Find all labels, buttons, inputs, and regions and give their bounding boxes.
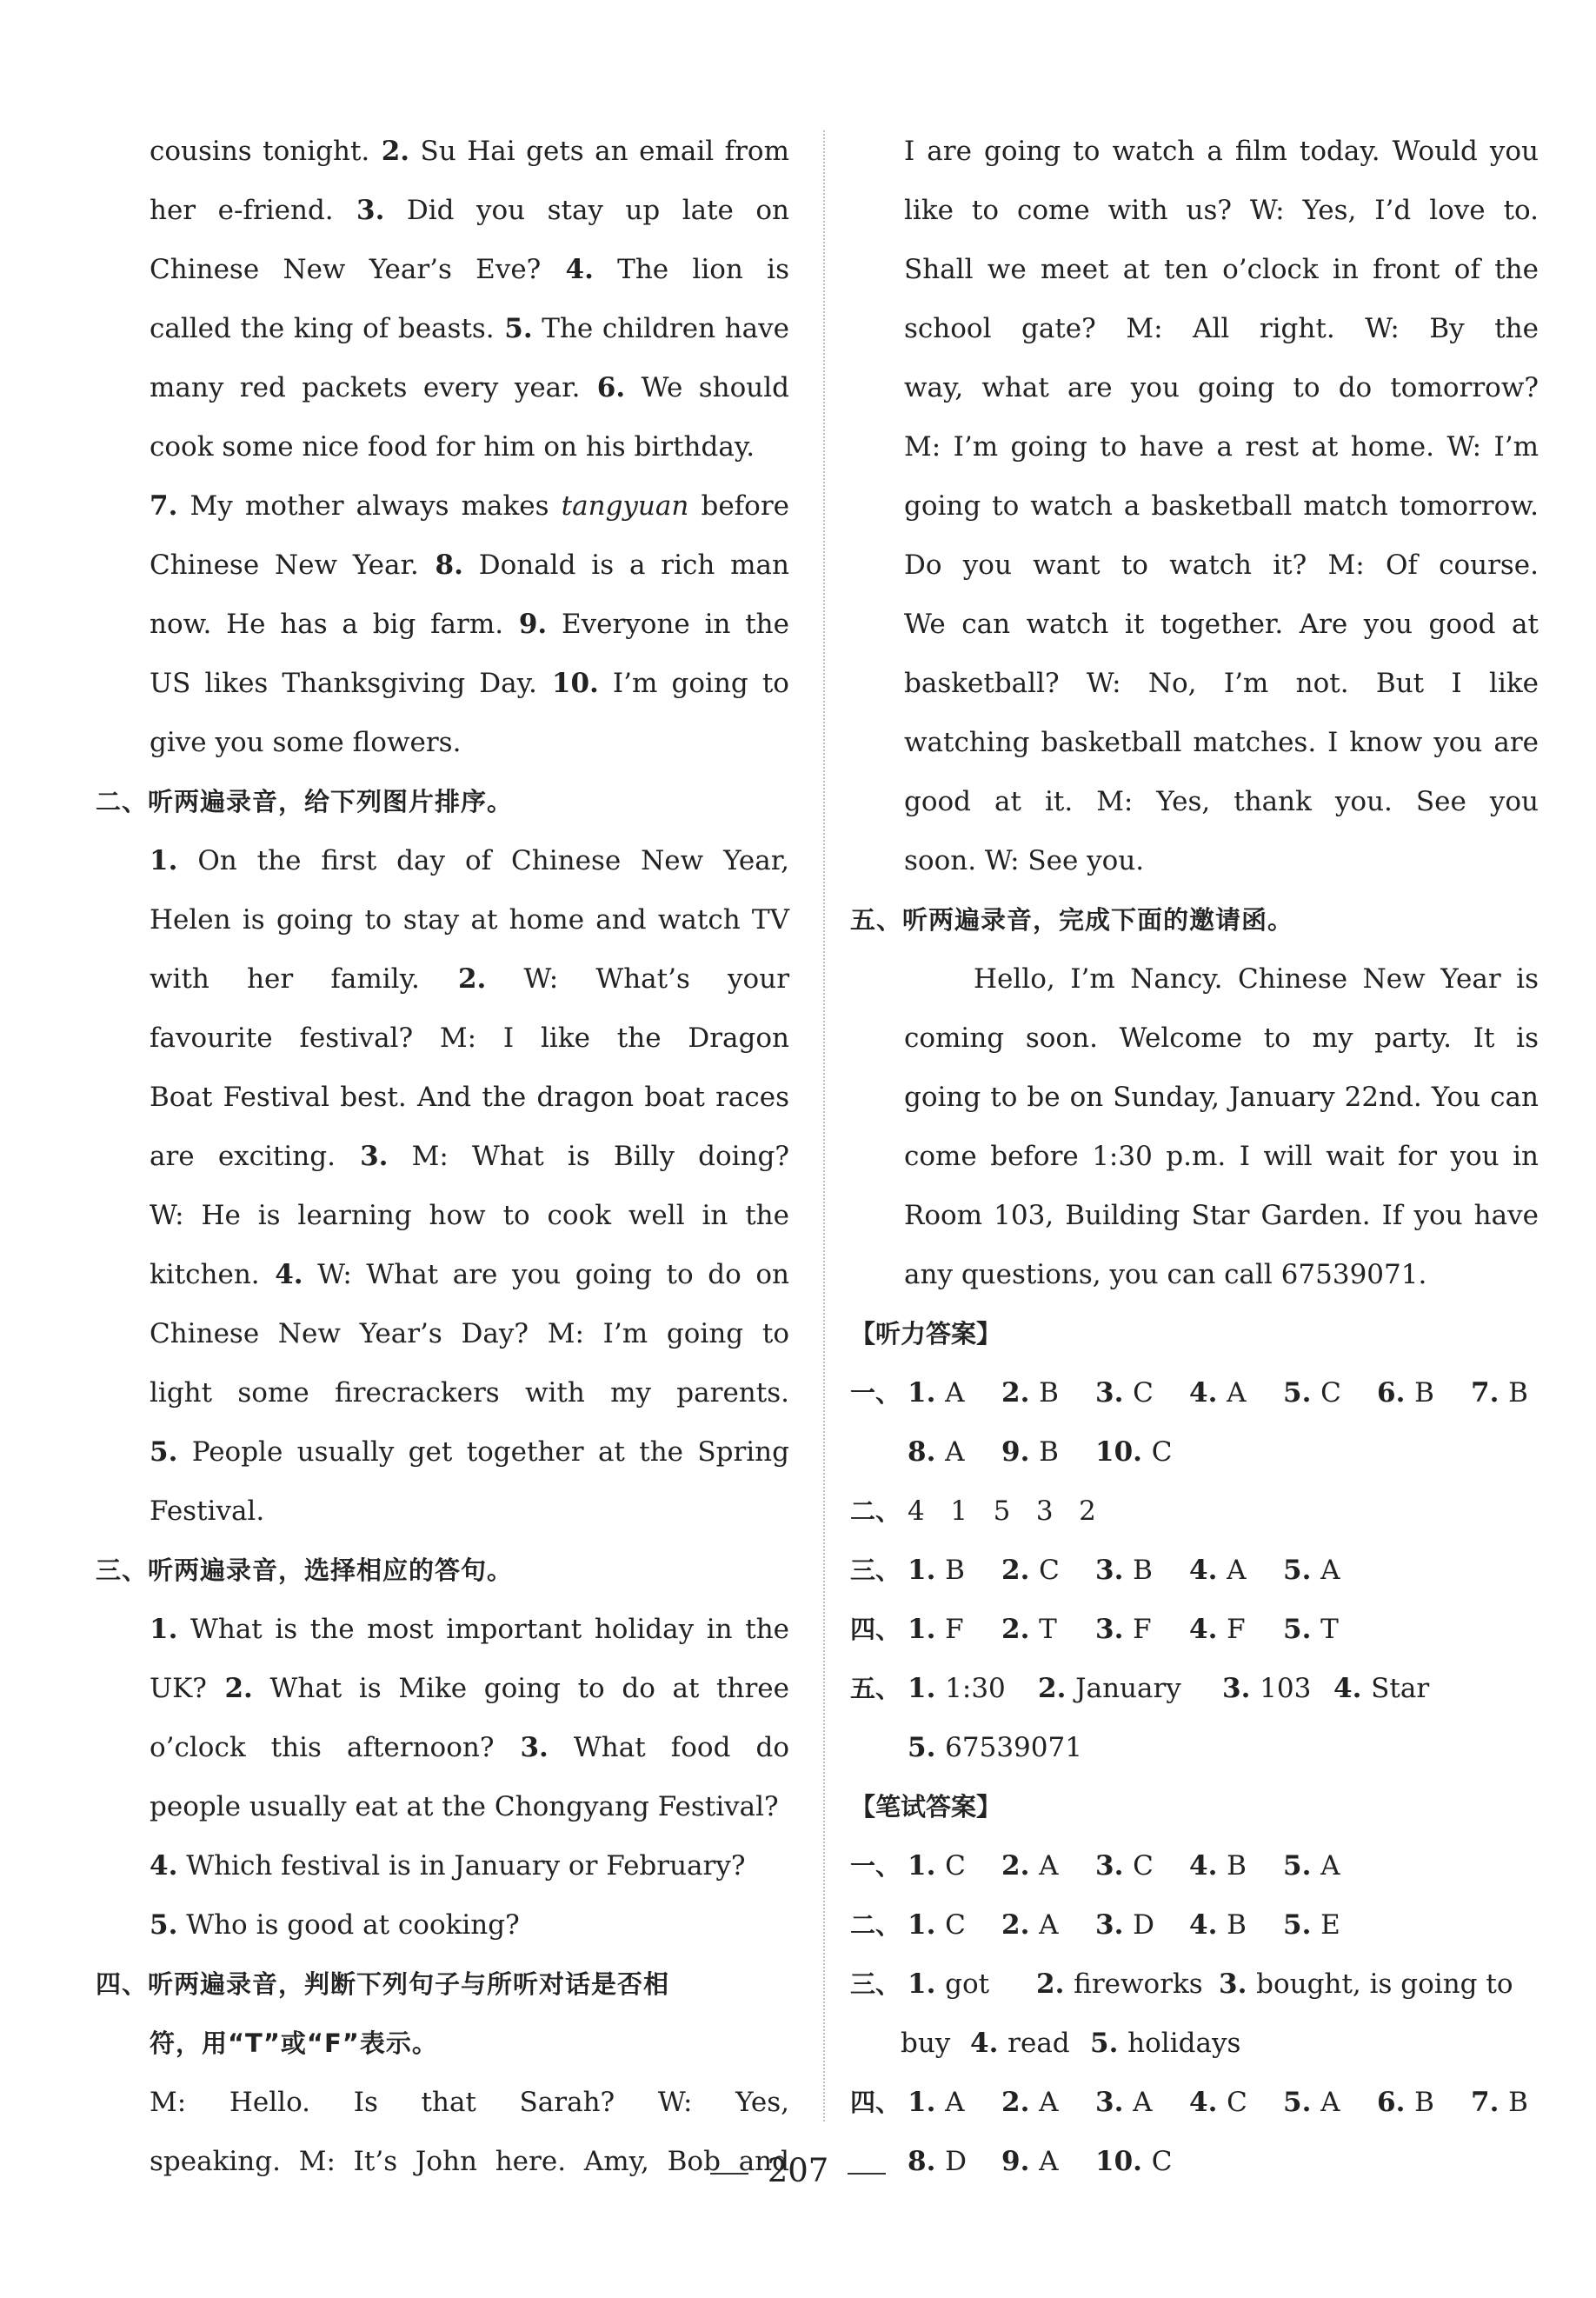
answer-item — [1095, 2073, 1153, 2132]
answer-item — [1038, 1659, 1181, 1718]
answer-number: 9. — [1001, 1436, 1040, 1468]
item-number: 7. — [150, 490, 178, 522]
answer-item — [1001, 1600, 1057, 1659]
answer-value: C — [1320, 1377, 1341, 1409]
answer-value: B — [1227, 1850, 1247, 1882]
text-line — [150, 1600, 789, 1659]
answer-value: F — [1227, 1614, 1246, 1645]
answer-item — [1471, 1363, 1528, 1422]
text-line — [150, 2073, 789, 2132]
item-number: 3. — [333, 195, 385, 226]
text-line: like to come with us? W: Yes, I’d love to. — [904, 195, 1539, 226]
text: Everyone in the — [547, 609, 789, 640]
answer-value: E — [1320, 1909, 1340, 1941]
text-line: watching basketball matches. I know you are — [904, 727, 1539, 758]
answer-item — [1001, 1836, 1059, 1895]
answer-value: C — [945, 1909, 966, 1941]
text-line — [150, 122, 789, 181]
answer-number: 3. — [1095, 1555, 1134, 1586]
answer-label: 四、 — [850, 2088, 901, 2117]
text-line — [150, 890, 789, 949]
listening-answers-title: 【听力答案】 — [850, 1319, 1002, 1349]
item-number: 9. — [503, 609, 548, 640]
answer-number: 3. — [1095, 2087, 1134, 2118]
answer-item — [901, 2014, 950, 2073]
answer-value: A — [1133, 2087, 1153, 2118]
answer-number: 2. — [1001, 1614, 1040, 1645]
answer-value: C — [1133, 1377, 1154, 1409]
answer-item — [1283, 1600, 1339, 1659]
text-line: good at it. M: Yes, thank you. See you — [904, 786, 1539, 817]
answer-value: read — [1007, 2028, 1070, 2059]
text: What is Mike going to do at three — [252, 1673, 789, 1704]
text: M: What is Billy doing? — [388, 1141, 789, 1172]
text-line — [150, 1718, 789, 1777]
answer-row — [850, 1895, 1539, 1955]
answer-item — [1189, 1836, 1247, 1895]
answer-item — [1283, 1363, 1341, 1422]
answer-number: 1. — [908, 1850, 946, 1882]
text: What food do — [548, 1732, 790, 1763]
answer-number: 4. — [1189, 1555, 1227, 1586]
answer-item — [908, 1895, 966, 1955]
column-divider — [823, 130, 825, 2121]
text-line — [150, 1363, 789, 1422]
answer-number: 8. — [908, 1436, 946, 1468]
answer-number: 6. — [1377, 1377, 1415, 1409]
answer-value: A — [1039, 2087, 1059, 2118]
answer-value: 67539071 — [945, 1732, 1082, 1763]
item-number: 3. — [494, 1732, 549, 1763]
answer-item — [1090, 2014, 1240, 2073]
text: Did you stay up late on — [384, 195, 789, 226]
text-line: Hello, I’m Nancy. Chinese New Year is — [974, 963, 1539, 995]
section-heading: 五、听两遍录音，完成下面的邀请函。 — [850, 905, 1294, 935]
text: People usually get together at the Spring — [177, 1436, 789, 1468]
answer-value: B — [945, 1555, 965, 1586]
answer-label: 三、 — [850, 1555, 901, 1585]
text-line: Room 103, Building Star Garden. If you have — [904, 1200, 1539, 1231]
answer-item — [970, 2014, 1070, 2073]
text-line — [150, 536, 789, 595]
answer-item — [1189, 1895, 1247, 1955]
answer-item — [1283, 2073, 1340, 2132]
answer-value: B — [1414, 2087, 1434, 2118]
answer-item — [908, 1718, 1082, 1777]
text-line — [150, 358, 789, 417]
text: Which festival is in January or February? — [177, 1850, 746, 1882]
answer-value: B — [1039, 1436, 1059, 1468]
text: her e-friend. — [150, 195, 334, 226]
text-line — [150, 949, 789, 1009]
answer-value: holidays — [1127, 2028, 1241, 2059]
answer-value: B — [1039, 1377, 1059, 1409]
item-number: 2. — [419, 963, 487, 995]
text-line — [150, 1895, 789, 1955]
text: speaking. M: It’s John here. Amy, Bob and — [150, 2146, 789, 2177]
text-line: soon. W: See you. — [904, 845, 1145, 876]
answer-item — [1001, 1422, 1059, 1482]
item-number: 3. — [335, 1141, 389, 1172]
answer-value: A — [1039, 2146, 1059, 2177]
section-heading: 四、听两遍录音，判断下列句子与所听对话是否相 — [96, 1969, 670, 1999]
text: before — [688, 490, 789, 522]
answer-value: buy — [901, 2028, 951, 2059]
answer-number: 5. — [1283, 1555, 1321, 1586]
text-line — [150, 1422, 789, 1482]
text-line: I are going to watch a film today. Would you — [904, 136, 1539, 167]
text: cousins tonight. — [150, 136, 370, 167]
answer-item — [1095, 1895, 1154, 1955]
text: W: What are you going to do on — [303, 1259, 789, 1290]
answer-item — [1189, 1600, 1246, 1659]
answer-value: A — [945, 1436, 965, 1468]
text: UK? — [150, 1673, 207, 1704]
answer-number: 9. — [1001, 2146, 1040, 2177]
answer-value: B — [1227, 1909, 1247, 1941]
text-line — [150, 1245, 789, 1304]
text-line — [150, 1304, 789, 1363]
answer-number: 3. — [1095, 1850, 1134, 1882]
item-number: 5. — [150, 1909, 178, 1941]
answer-number: 8. — [908, 2146, 946, 2177]
text: US likes Thanksgiving Day. — [150, 668, 537, 699]
answer-value: B — [1133, 1555, 1153, 1586]
answer-number: 1. — [908, 1968, 946, 2000]
answer-item — [1095, 1363, 1154, 1422]
answer-value: fireworks — [1074, 1968, 1203, 2000]
text: give you some flowers. — [150, 727, 462, 758]
text-line — [150, 1482, 789, 1541]
answer-number: 1. — [908, 1377, 946, 1409]
page-footer — [0, 2152, 1596, 2189]
text: Su Hai gets an email from — [409, 136, 789, 167]
answer-number: 4. — [1333, 1673, 1372, 1704]
section-heading-cont: 符，用“T”或“F”表示。 — [150, 2028, 438, 2058]
text: Boat Festival best. And the dragon boat races — [150, 1082, 789, 1113]
answer-number: 5. — [1283, 1850, 1321, 1882]
text-line — [150, 1659, 789, 1718]
answer-item — [1333, 1659, 1429, 1718]
answer-number: 3. — [1222, 1673, 1260, 1704]
text: with her family. — [150, 963, 420, 995]
item-number: 2. — [206, 1673, 253, 1704]
right-column — [850, 122, 1539, 2191]
text-line: come before 1:30 p.m. I will wait for you in — [904, 1141, 1539, 1172]
answer-number: 2. — [1038, 1673, 1076, 1704]
answer-number: 1. — [908, 2087, 946, 2118]
text-line — [150, 240, 789, 299]
text-line — [150, 1186, 789, 1245]
answer-number: 2. — [1036, 1968, 1074, 2000]
text: Helen is going to stay at home and watch TV — [150, 904, 789, 936]
answer-number: 1. — [908, 1673, 946, 1704]
answer-value: A — [1227, 1555, 1247, 1586]
answer-number: 1. — [908, 1555, 946, 1586]
text: favourite festival? M: I like the Dragon — [150, 1022, 789, 1054]
item-number: 4. — [259, 1259, 303, 1290]
answer-value: D — [945, 2146, 968, 2177]
text: kitchen. — [150, 1259, 260, 1290]
item-number: 5. — [150, 1436, 178, 1468]
answer-number: 4. — [1189, 1377, 1227, 1409]
text-line: Do you want to watch it? M: Of course. — [904, 550, 1539, 581]
text-line — [150, 1836, 789, 1895]
answer-item — [1471, 2073, 1528, 2132]
text-line — [150, 1068, 789, 1127]
answer-item — [1283, 1895, 1340, 1955]
answer-item — [1377, 1363, 1434, 1422]
footer-dash — [710, 2173, 748, 2175]
answer-number: 4. — [1189, 1909, 1227, 1941]
text: people usually eat at the Chongyang Festival? — [150, 1791, 779, 1822]
text-line — [150, 1777, 789, 1836]
text-line — [150, 476, 789, 536]
item-number: 6. — [580, 372, 626, 403]
item-number: 1. — [150, 845, 178, 876]
answer-number: 1. — [908, 1614, 946, 1645]
answer-row — [904, 1718, 1539, 1777]
answer-item — [908, 1422, 965, 1482]
answer-value: A — [1039, 1909, 1059, 1941]
item-number: 4. — [150, 1850, 178, 1882]
answer-row — [901, 2014, 1539, 2073]
text: Who is good at cooking? — [177, 1909, 520, 1941]
answer-item — [1095, 1422, 1172, 1482]
answer-item — [1283, 1836, 1340, 1895]
text: The children have — [532, 313, 789, 344]
text-line — [150, 299, 789, 358]
item-number: 8. — [418, 550, 463, 581]
answer-number: 2. — [1001, 1377, 1040, 1409]
answer-value: January — [1075, 1673, 1181, 1704]
text-line — [150, 1009, 789, 1068]
text-line: coming soon. Welcome to my party. It is — [904, 1022, 1539, 1054]
text: Chinese New Year’s Day? M: I’m going to — [150, 1318, 789, 1349]
text-line: school gate? M: All right. W: By the — [904, 313, 1539, 344]
answer-value: C — [945, 1850, 966, 1882]
text: are exciting. — [150, 1141, 336, 1172]
section-heading: 三、听两遍录音，选择相应的答句。 — [96, 1555, 514, 1585]
italic-word: tangyuan — [561, 490, 689, 522]
text-line — [150, 595, 789, 654]
answer-row — [850, 1363, 1539, 1422]
text: My mother always makes — [177, 490, 562, 522]
answer-label: 二、 — [850, 1496, 901, 1526]
answer-value: B — [1508, 1377, 1528, 1409]
answer-value: 103 — [1260, 1673, 1312, 1704]
answer-value: C — [1151, 1436, 1173, 1468]
answer-number: 7. — [1471, 2087, 1509, 2118]
answer-item — [908, 1541, 965, 1600]
answer-value: A — [1320, 2087, 1340, 2118]
text-line: Shall we meet at ten o’clock in front of the — [904, 254, 1539, 285]
item-number: 4. — [541, 254, 594, 285]
text: now. He has a big farm. — [150, 609, 504, 640]
answer-value: B — [1414, 1377, 1434, 1409]
text: Chinese New Year. — [150, 550, 419, 581]
section-heading: 二、听两遍录音，给下列图片排序。 — [96, 787, 514, 816]
text-line: way, what are you going to do tomorrow? — [904, 372, 1539, 403]
answer-number: 5. — [1283, 1909, 1321, 1941]
text: o’clock this afternoon? — [150, 1732, 495, 1763]
answer-value: F — [945, 1614, 964, 1645]
answer-item — [908, 1363, 965, 1422]
answer-value: A — [945, 1377, 965, 1409]
answer-item — [1095, 1836, 1154, 1895]
answer-number: 2. — [1001, 1850, 1040, 1882]
answer-item — [1036, 1955, 1203, 2014]
answer-number: 5. — [1283, 2087, 1321, 2118]
answer-row — [850, 1600, 1539, 1659]
answer-number: 5. — [1283, 1377, 1321, 1409]
answer-number: 10. — [1095, 1436, 1152, 1468]
text: many red packets every year. — [150, 372, 581, 403]
answer-row — [850, 1659, 1539, 1718]
answer-item — [1095, 1541, 1153, 1600]
text-line — [150, 654, 789, 713]
text: The lion is — [593, 254, 789, 285]
answer-number: 4. — [970, 2028, 1008, 2059]
answer-value: T — [1320, 1614, 1339, 1645]
text-line: going to be on Sunday, January 22nd. You can — [904, 1082, 1539, 1113]
text-line: any questions, you can call 67539071. — [904, 1259, 1427, 1290]
answer-number: 2. — [1001, 1909, 1040, 1941]
text-line: going to watch a basketball match tomorrow. — [904, 490, 1539, 522]
answer-number: 5. — [1283, 1614, 1321, 1645]
answer-value: C — [1133, 1850, 1154, 1882]
text: Festival. — [150, 1495, 265, 1527]
answer-item — [908, 1955, 989, 2014]
answer-item — [908, 2073, 965, 2132]
answer-number: 7. — [1471, 1377, 1509, 1409]
text: Chinese New Year’s Eve? — [150, 254, 542, 285]
answer-item — [1095, 1600, 1152, 1659]
answer-value: A — [945, 2087, 965, 2118]
answer-value: C — [1039, 1555, 1060, 1586]
answer-number: 3. — [1095, 1377, 1134, 1409]
answer-value: A — [1320, 1555, 1340, 1586]
answer-item — [1189, 1541, 1247, 1600]
answer-item — [1283, 1541, 1340, 1600]
item-number: 2. — [369, 136, 410, 167]
answer-value: A — [1320, 1850, 1340, 1882]
text: called the king of beasts. — [150, 313, 495, 344]
text-line: basketball? W: No, I’m not. But I like — [904, 668, 1539, 699]
answer-value: D — [1133, 1909, 1155, 1941]
item-number: 10. — [536, 668, 599, 699]
answer-number: 3. — [1219, 1968, 1257, 2000]
text-line — [150, 417, 789, 476]
answer-item — [908, 1600, 964, 1659]
answer-label: 四、 — [850, 1615, 901, 1644]
answer-number: 3. — [1095, 1909, 1134, 1941]
answer-item — [1001, 1541, 1060, 1600]
answer-item — [1001, 2073, 1059, 2132]
text-line — [150, 1127, 789, 1186]
answer-number: 5. — [908, 1732, 946, 1763]
written-answers-title: 【笔试答案】 — [850, 1792, 1002, 1822]
answer-item — [1189, 1363, 1247, 1422]
answer-item — [1189, 2073, 1247, 2132]
text-line — [150, 181, 789, 240]
answer-value: bought, is going to — [1256, 1968, 1513, 2000]
answer-number: 6. — [1377, 2087, 1415, 2118]
answer-value: F — [1133, 1614, 1152, 1645]
answer-label: 一、 — [850, 1851, 901, 1881]
answer-value: A — [1227, 1377, 1247, 1409]
answer-item — [1222, 1659, 1311, 1718]
answer-label: 三、 — [850, 1969, 901, 1999]
text-line: M: I’m going to have a rest at home. W: I’m — [904, 431, 1539, 463]
text: What is the most important holiday in the — [177, 1614, 789, 1645]
answer-value: 1:30 — [945, 1673, 1006, 1704]
answer-row — [850, 2073, 1539, 2132]
answer-label: 一、 — [850, 1378, 901, 1408]
answer-row — [904, 1422, 1539, 1482]
answer-sequence: 4 1 5 3 2 — [908, 1495, 1096, 1527]
answer-value: got — [945, 1968, 990, 2000]
text: Donald is a rich man — [462, 550, 790, 581]
answer-item — [908, 1836, 966, 1895]
answer-number: 2. — [1001, 2087, 1040, 2118]
text-line: We can watch it together. Are you good at — [904, 609, 1539, 640]
answer-row — [850, 1541, 1539, 1600]
text: We should — [625, 372, 789, 403]
answer-row — [850, 1482, 1539, 1541]
answer-number: 5. — [1090, 2028, 1128, 2059]
answer-value: T — [1039, 1614, 1057, 1645]
page-number: 207 — [767, 2152, 829, 2189]
text: On the first day of Chinese New Year, — [177, 845, 789, 876]
text-line — [150, 713, 789, 772]
text: W: He is learning how to cook well in the — [150, 1200, 789, 1231]
answer-number: 1. — [908, 1909, 946, 1941]
answer-value: A — [1039, 1850, 1059, 1882]
answer-number: 4. — [1189, 1614, 1227, 1645]
item-number: 5. — [494, 313, 533, 344]
answer-label: 二、 — [850, 1910, 901, 1940]
text: cook some nice food for him on his birthday. — [150, 431, 755, 463]
text-line — [150, 831, 789, 890]
left-column — [96, 122, 790, 2191]
text: light some firecrackers with my parents. — [150, 1377, 789, 1409]
answer-row — [850, 1955, 1539, 2014]
answer-item — [908, 1659, 1006, 1718]
answer-item — [1001, 1363, 1059, 1422]
answer-item — [1377, 2073, 1434, 2132]
text: W: What’s your — [486, 963, 790, 995]
answer-number: 4. — [1189, 1850, 1227, 1882]
answer-number: 3. — [1095, 1614, 1134, 1645]
answer-value: C — [1151, 2146, 1173, 2177]
answer-item — [1219, 1955, 1513, 2014]
text: M: Hello. Is that Sarah? W: Yes, — [150, 2087, 789, 2118]
answer-value: B — [1508, 2087, 1528, 2118]
answer-row — [850, 1836, 1539, 1895]
footer-dash — [848, 2173, 886, 2175]
answer-value: Star — [1371, 1673, 1430, 1704]
answer-label: 五、 — [850, 1674, 901, 1703]
answer-number: 10. — [1095, 2146, 1152, 2177]
item-number: 1. — [150, 1614, 178, 1645]
answer-number: 4. — [1189, 2087, 1227, 2118]
text: I’m going to — [598, 668, 789, 699]
answer-value: C — [1227, 2087, 1247, 2118]
answer-number: 2. — [1001, 1555, 1040, 1586]
answer-item — [1001, 1895, 1059, 1955]
